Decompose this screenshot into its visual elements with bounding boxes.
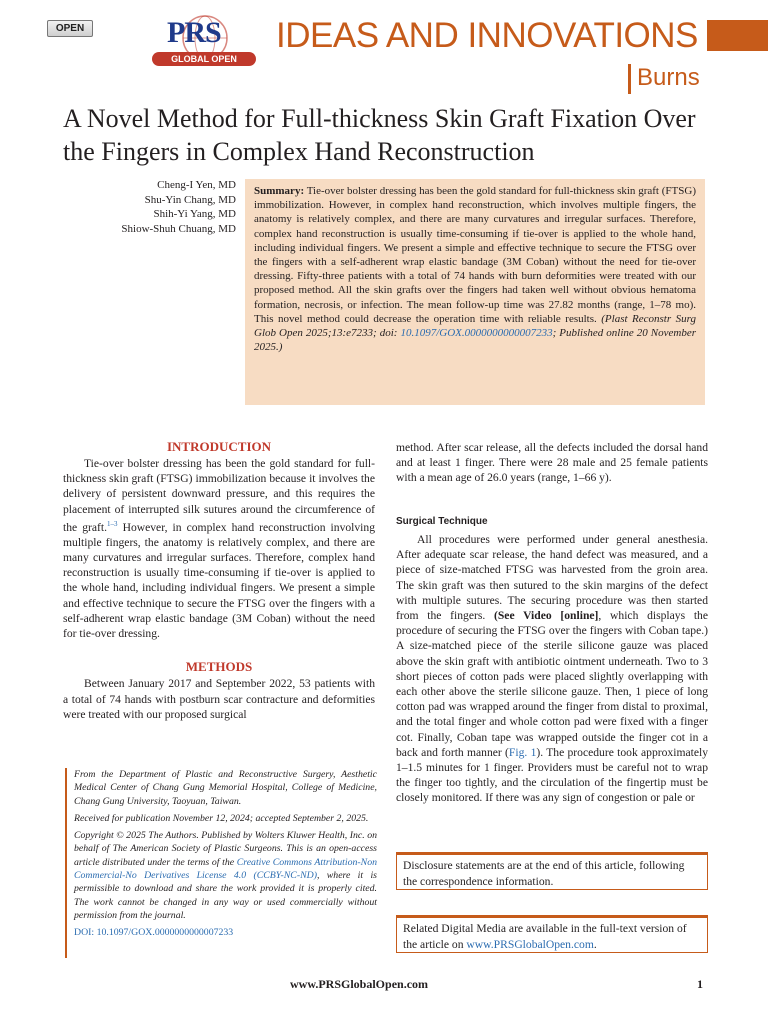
reference-link[interactable]: 1–3 bbox=[107, 519, 118, 528]
license-link[interactable]: Creative Commons Attribution-Non Commercial-No Derivatives License 4.0 (CCBY-NC-ND) bbox=[74, 856, 377, 882]
section-accent-bar bbox=[707, 20, 768, 51]
page-number: 1 bbox=[697, 977, 703, 991]
footer-url[interactable]: www.PRSGlobalOpen.com bbox=[290, 977, 429, 991]
journal-logo bbox=[150, 14, 260, 74]
logo-prs-text: PRS bbox=[167, 16, 221, 49]
surgical-technique-paragraph: All procedures were performed under general anesthesia. After adequate scar release, the hand defect was measured, and a piece of size-matched FTSG was harvested from the groin area. The skin graft was then sutured to the skin margins of the defect with multiple sutures. The securing procedure was then started from the fingers. (See Video [online], which displays the procedure of securing the FTSG over the fingers with Coban tape.) A size-matched piece of the sterile silicone gauze was placed above the skin graft with antibiotic ointment underneath. Two to 3 short pieces of cotton pads were placed slightly overlapping with each other above the sterile silicone gauze. Then, 1 piece of long cotton pad was wrapped around the finger from distal to proximal, and the total finger and whole cotton pad were fixed with a finger cot. Finally, Coban tape was wrapped outside the finger cot in a back and forth manner (Fig. 1). The procedure took approximately 1–1.5 minutes for 1 finger. Providers must be careful not to wrap the finger too tightly, and the circulation of the fingertip must be closely monitored. If there was any sign of congestion or pale or bbox=[396, 533, 709, 805]
methods-heading: METHODS bbox=[185, 659, 253, 675]
website-link[interactable]: www.PRSGlobalOpen.com bbox=[466, 937, 594, 951]
figure-reference-link[interactable]: Fig. 1 bbox=[508, 745, 537, 759]
affiliation-notes bbox=[65, 768, 377, 958]
left-column bbox=[63, 438, 375, 722]
doi-link[interactable]: DOI: 10.1097/GOX.0000000000007233 bbox=[74, 927, 234, 939]
summary-citation: (Plast Reconstr Surg Glob Open 2025;13:e7233; doi: 10.1097/GOX.0000000000007233; Published online 20 November 2025.) bbox=[254, 312, 697, 354]
disclosure-text: Disclosure statements are at the end of this article, following the correspondence information. bbox=[403, 859, 685, 888]
author-name: Shu-Yin Chang, MD bbox=[144, 193, 236, 206]
logo-global-open-text: GLOBAL OPEN bbox=[152, 52, 256, 66]
disclosure-box bbox=[396, 852, 708, 890]
introduction-heading: INTRODUCTION bbox=[166, 439, 271, 454]
open-access-badge: OPEN bbox=[47, 20, 93, 37]
affiliation-text: From the Department of Plastic and Reconstructive Surgery, Aesthetic Medical Center of Chang Gung Memorial Hospital, College of Medicine, Chang Gung University, Taoyuan, Taiwan. bbox=[74, 769, 377, 807]
right-column bbox=[396, 440, 708, 806]
author-name: Shih-Yi Yang, MD bbox=[153, 208, 236, 220]
copyright-text: Copyright © 2025 The Authors. Published by Wolters Kluwer Health, Inc. on behalf of The American Society of Plastic Surgeons. This is an open-access article distributed under the terms of the Creative Commons Attribution-Non Commercial-No Derivatives License 4.0 (CCBY-NC-ND), where it is permissible to download and share the work provided it is properly cited. The work cannot be changed in any way or used commercially without permission from the journal. bbox=[74, 830, 377, 921]
article-title: A Novel Method for Full-thickness Skin Graft Fixation Over the Fingers in Complex Hand Reconstruction bbox=[63, 104, 696, 166]
author-name: Cheng-I Yen, MD bbox=[157, 179, 236, 191]
received-date-text: Received for publication November 12, 2024; accepted September 2, 2025. bbox=[74, 812, 369, 824]
methods-paragraph-continued: method. After scar release, all the defects included the dorsal hand and at least 1 finger. There were 28 male and 25 female patients with a mean age of 26.0 years (range, 1–66 y). bbox=[396, 441, 708, 485]
introduction-paragraph: Tie-over bolster dressing has been the gold standard for full-thickness skin graft (FTSG) immobilization because it involves the delivery of persistent downward pressure, and this requires the placement of interrupted silk sutures around the circumference of the graft.$^{1-3}$ However, in complex hand reconstruction involving multiple fingers, the anatomy is relatively complex, and there are many curvatures and irregular surfaces. Therefore, complex hand reconstruction is usually time-consuming if tie-over is applied to the whole hand, including individual fingers. We present a simple and effective technique to secure the FTSG over the fingers with a self-adherent wrap elastic bandage (3M Coban) without the need for tie-over dressing. bbox=[63, 457, 375, 641]
digital-media-text: Related Digital Media are available in the full-text version of the article on bbox=[403, 922, 687, 951]
author-list bbox=[80, 178, 236, 236]
summary-label: Summary: bbox=[254, 185, 305, 197]
digital-media-box: Related Digital Media are available in the full-text version of the article on www.PRSGlobalOpen.com. bbox=[396, 915, 708, 953]
section-title: IDEAS AND INNOVATIONS bbox=[276, 16, 698, 55]
summary-doi-link[interactable]: 10.1097/GOX.0000000000007233 bbox=[400, 327, 553, 340]
video-reference-link[interactable]: (See Video [online] bbox=[493, 609, 599, 623]
category-accent-mark bbox=[628, 64, 631, 94]
methods-paragraph: Between January 2017 and September 2022, 53 patients with a total of 74 hands with postburn scar contracture and deformities were treated with our proposed surgical bbox=[63, 677, 375, 721]
surgical-technique-heading: Surgical Technique bbox=[396, 516, 488, 527]
author-name: Shiow-Shuh Chuang, MD bbox=[121, 222, 236, 235]
summary-box bbox=[245, 179, 705, 405]
category-label: Burns bbox=[637, 64, 700, 91]
summary-text: Tie-over bolster dressing has been the gold standard for full-thickness skin graft (FTSG) immobilization. However, in complex hand reconstruction, which involves multiple fingers, the anatomy is relatively complex, and there are many curvatures and irregular surfaces. Therefore, complex hand reconstruction is usually time-consuming if tie-over is applied to the whole hand, including individual fingers. We present a simple and effective technique to secure the FTSG over the fingers with a self-adherent wrap elastic bandage (3M Coban) without the need for tie-over dressing. Fifty-three patients with a total of 74 hands with burn deformities were treated with our proposed method. All the skin grafts over the fingers had taken well without obvious hematoma formation, necrosis, or infection. The mean follow-up time was 27.82 months (range, 1–78 mo). This novel method could decrease the operation time with reliable results. bbox=[254, 185, 696, 325]
